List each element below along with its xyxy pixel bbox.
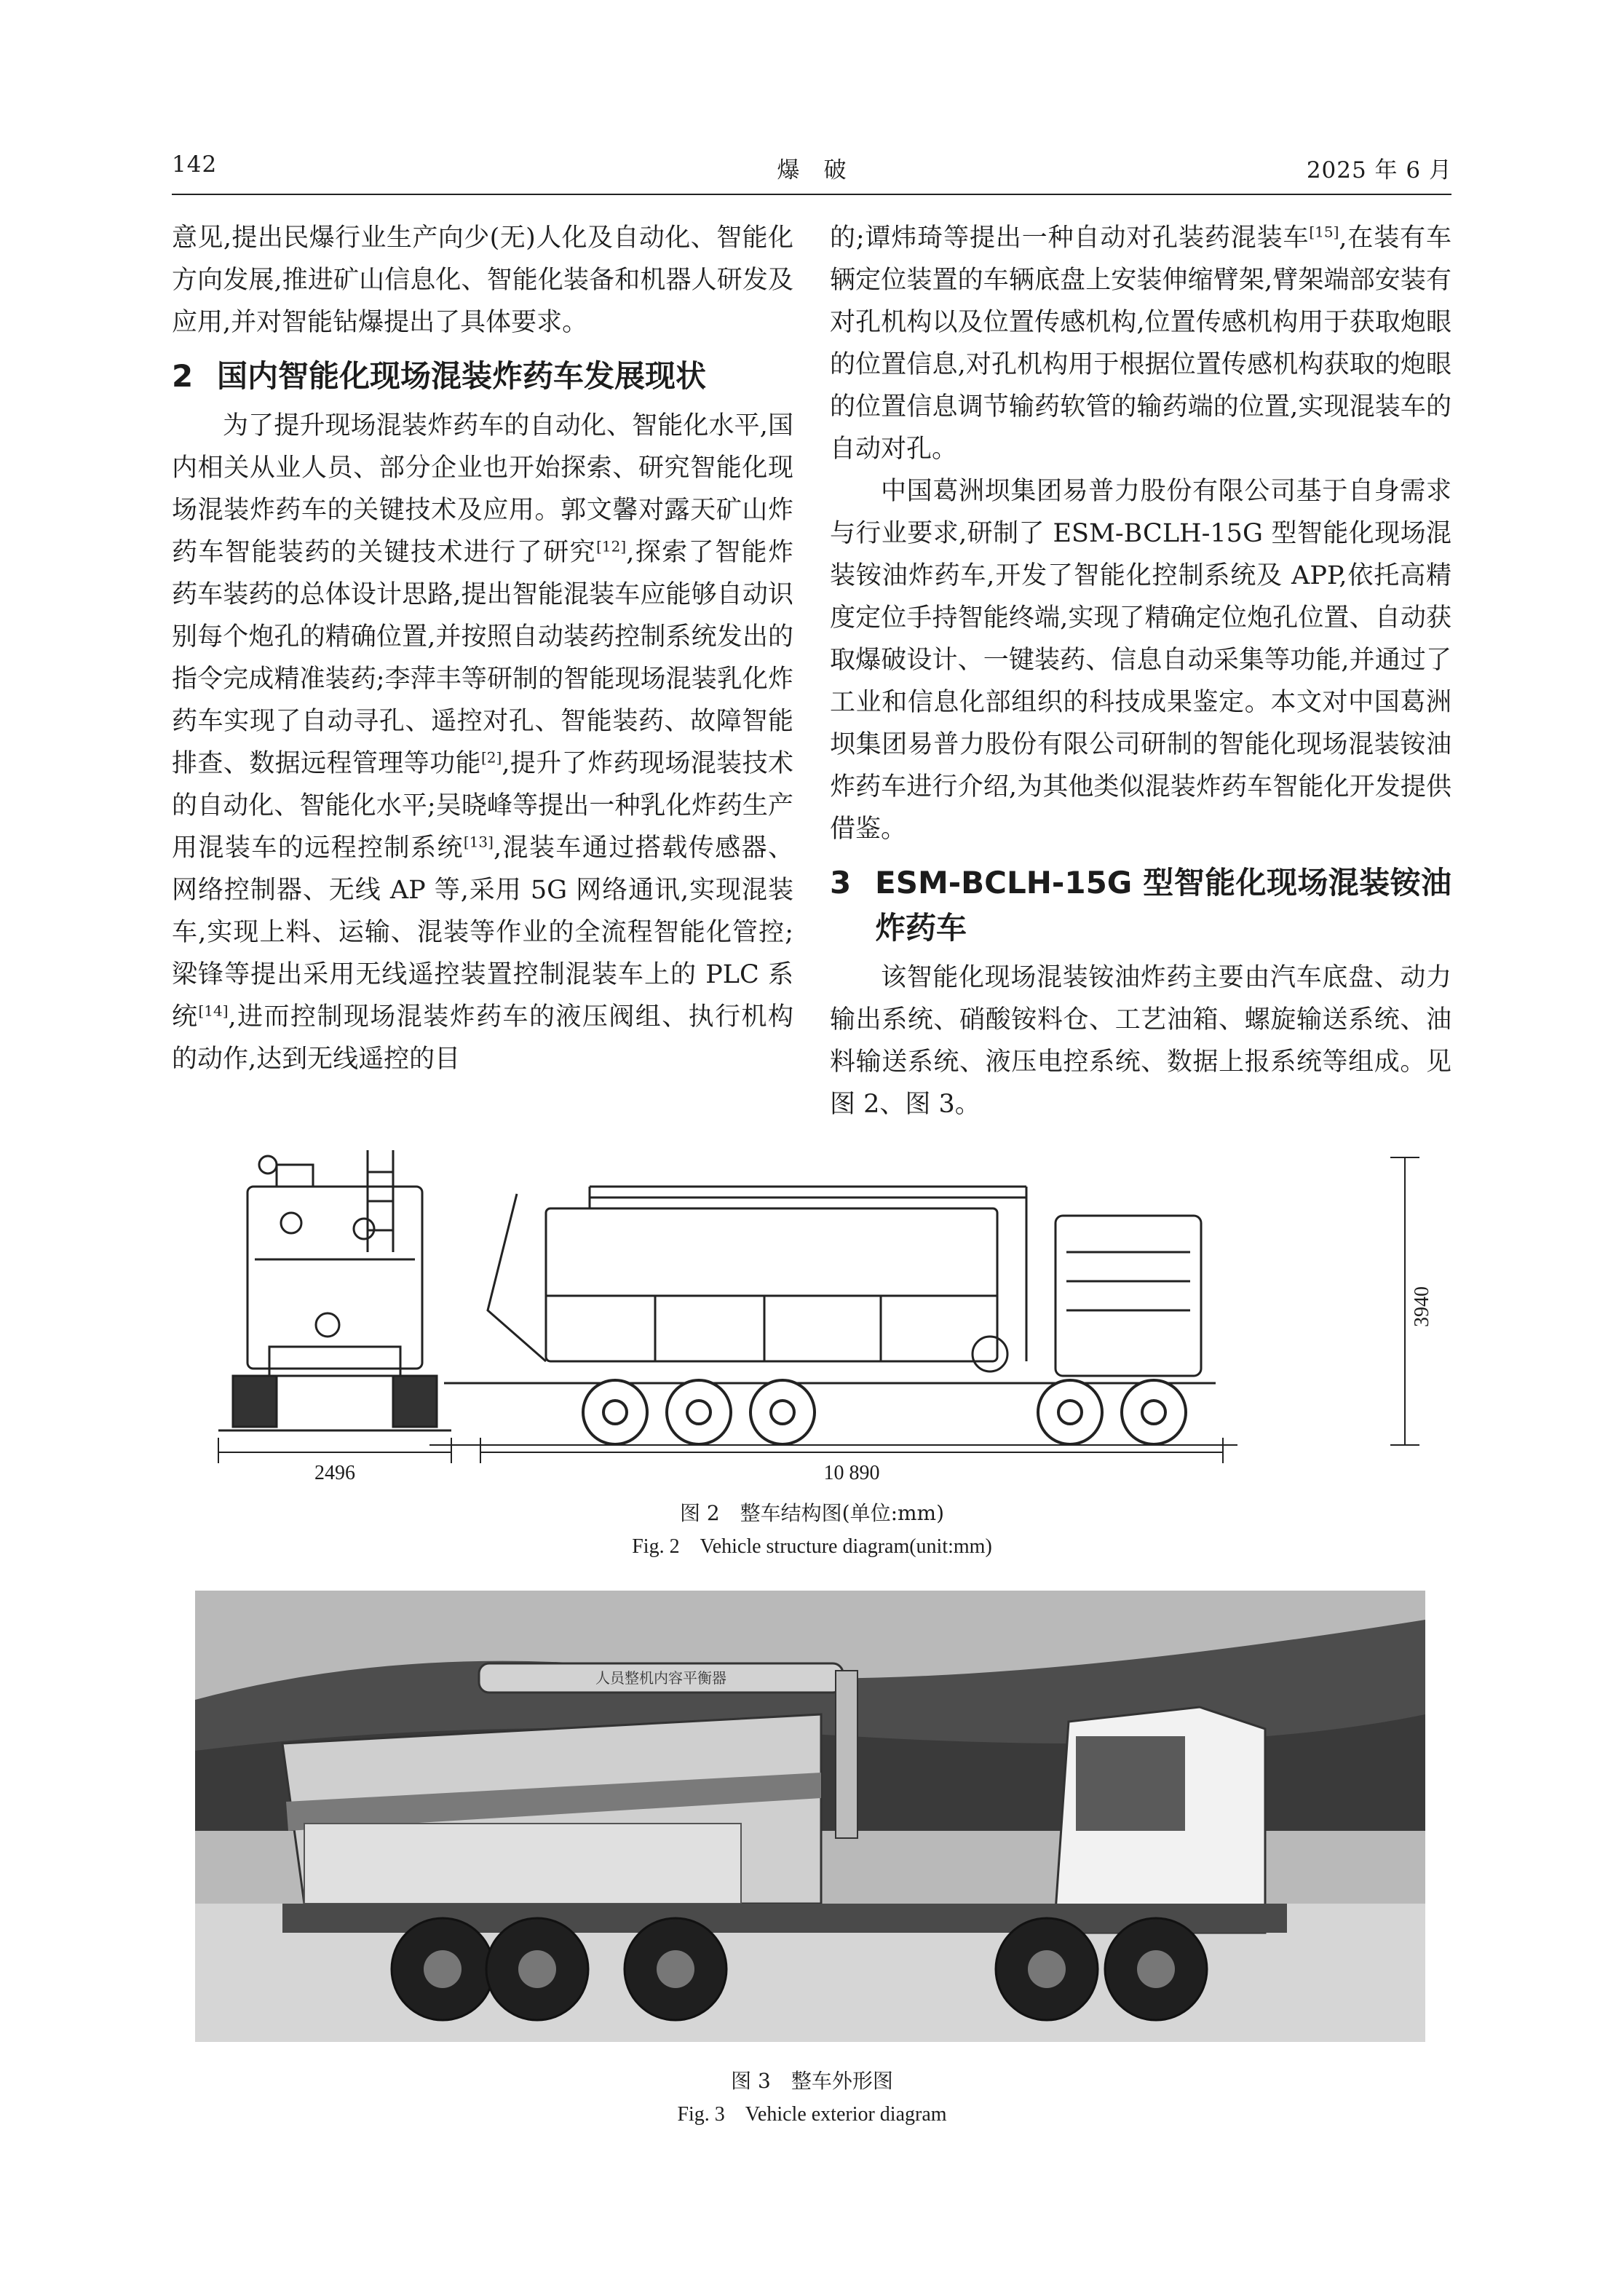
figure-2-caption-en: Fig. 2 Vehicle structure diagram(unit:mm)	[632, 1535, 992, 1558]
left-column	[172, 217, 793, 1080]
vehicle-exterior-photo	[195, 1591, 1425, 2042]
section-title: 国内智能化现场混装炸药车发展现状	[217, 358, 707, 394]
boom-label: 人员整机内容平衡器	[595, 1669, 726, 1687]
citation-15: [15]	[1309, 223, 1339, 241]
section-number: 3	[830, 865, 852, 900]
side-view-wheels	[583, 1380, 1186, 1444]
height-dimension: 3940	[1411, 1286, 1433, 1327]
text-run: ,混装车通过搭载传感器、网络控制器、无线 AP 等,采用 5G 网络通讯,实现混装车,实现上料、运输、混装等作业的全流程智能化管控;梁锋等提出采用无线遥控装置控制混装车上的 PLC 系统	[172, 834, 793, 1032]
header-rule	[172, 194, 1451, 195]
text-run: ,进而控制现场混装炸药车的液压阀组、执行机构的动作,达到无线遥控的目	[172, 1002, 793, 1074]
journal-name: 爆 破	[777, 157, 847, 183]
paragraph: 该智能化现场混装铵油炸药主要由汽车底盘、动力输出系统、硝酸铵料仓、工艺油箱、螺旋输送系统、油料输送系统、液压电控系统、数据上报系统等组成。见图 2、图 3。	[830, 963, 1451, 1119]
section-number: 2	[172, 358, 194, 394]
citation-14: [14]	[198, 1002, 229, 1020]
citation-12: [12]	[596, 537, 627, 555]
paragraph: 中国葛洲坝集团易普力股份有限公司基于自身需求与行业要求,研制了 ESM-BCLH-15G 型智能化现场混装铵油炸药车,开发了智能化控制系统及 APP,依托高精度定位手持智能终端,实现了精确定位炮孔位置、自动获取爆破设计、一键装药、信息自动采集等功能,并通过了工业和信息化部组织的科技成果鉴定。本文对中国葛洲坝集团易普力股份有限公司研制的智能化现场混装铵油炸药车进行介绍,为其他类似混装炸药车智能化开发提供借鉴。	[830, 477, 1451, 844]
text-run: 的;谭炜琦等提出一种自动对孔装药混装车	[830, 223, 1310, 253]
side-view-drawing	[444, 1187, 1216, 1383]
citation-13: [13]	[463, 833, 494, 851]
figure-3-caption-cn: 图 3 整车外形图	[731, 2069, 893, 2093]
paragraph: 意见,提出民爆行业生产向少(无)人化及自动化、智能化方向发展,推进矿山信息化、智能化装备和机器人研发及应用,并对智能钻爆提出了具体要求。	[172, 223, 793, 337]
length-dimension: 10 890	[823, 1462, 880, 1484]
rear-view-drawing	[218, 1150, 451, 1430]
figure-2-caption-cn: 图 2 整车结构图(单位:mm)	[679, 1501, 945, 1525]
rear-width-dimension: 2496	[314, 1462, 355, 1484]
text-run: 为了提升现场混装炸药车的自动化、智能化水平,国内相关从业人员、部分企业也开始探索、研究智能化现场混装炸药车的关键技术及应用。郭文馨对露天矿山炸药车智能装药的关键技术进行了研究	[172, 411, 793, 567]
paragraph	[830, 217, 1451, 470]
paragraph	[172, 405, 793, 1080]
vehicle-structure-diagram	[211, 1143, 1449, 1485]
right-column	[830, 217, 1451, 1125]
citation-2: [2]	[480, 748, 502, 767]
page-number: 142	[172, 151, 218, 178]
section-3-heading	[830, 860, 1451, 951]
text-run: ,在装有车辆定位装置的车辆底盘上安装伸缩臂架,臂架端部安装有对孔机构以及位置传感机构,位置传感机构用于获取炮眼的位置信息,对孔机构用于根据位置传感机构获取的炮眼的位置信息调节输药软管的输药端的位置,实现混装车的自动对孔。	[830, 223, 1451, 464]
issue-date: 2025 年 6 月	[1306, 157, 1452, 183]
figure-3-caption-en: Fig. 3 Vehicle exterior diagram	[677, 2103, 947, 2126]
text-run: ,提升了炸药现场混装技术的自动化、智能化水平;吴晓峰等提出一种乳化炸药生产用混装车的远程控制系统	[172, 749, 793, 863]
section-title: ESM-BCLH-15G 型智能化现场混装铵油炸药车	[875, 865, 1451, 946]
text-run: ,探索了智能炸药车装药的总体设计思路,提出智能混装车应能够自动识别每个炮孔的精确位置,并按照自动装药控制系统发出的指令完成精准装药;李萍丰等研制的智能现场混装乳化炸药车实现了自动寻孔、遥控对孔、智能装药、故障智能排查、数据远程管理等功能	[172, 538, 793, 778]
section-2-heading	[172, 354, 793, 399]
